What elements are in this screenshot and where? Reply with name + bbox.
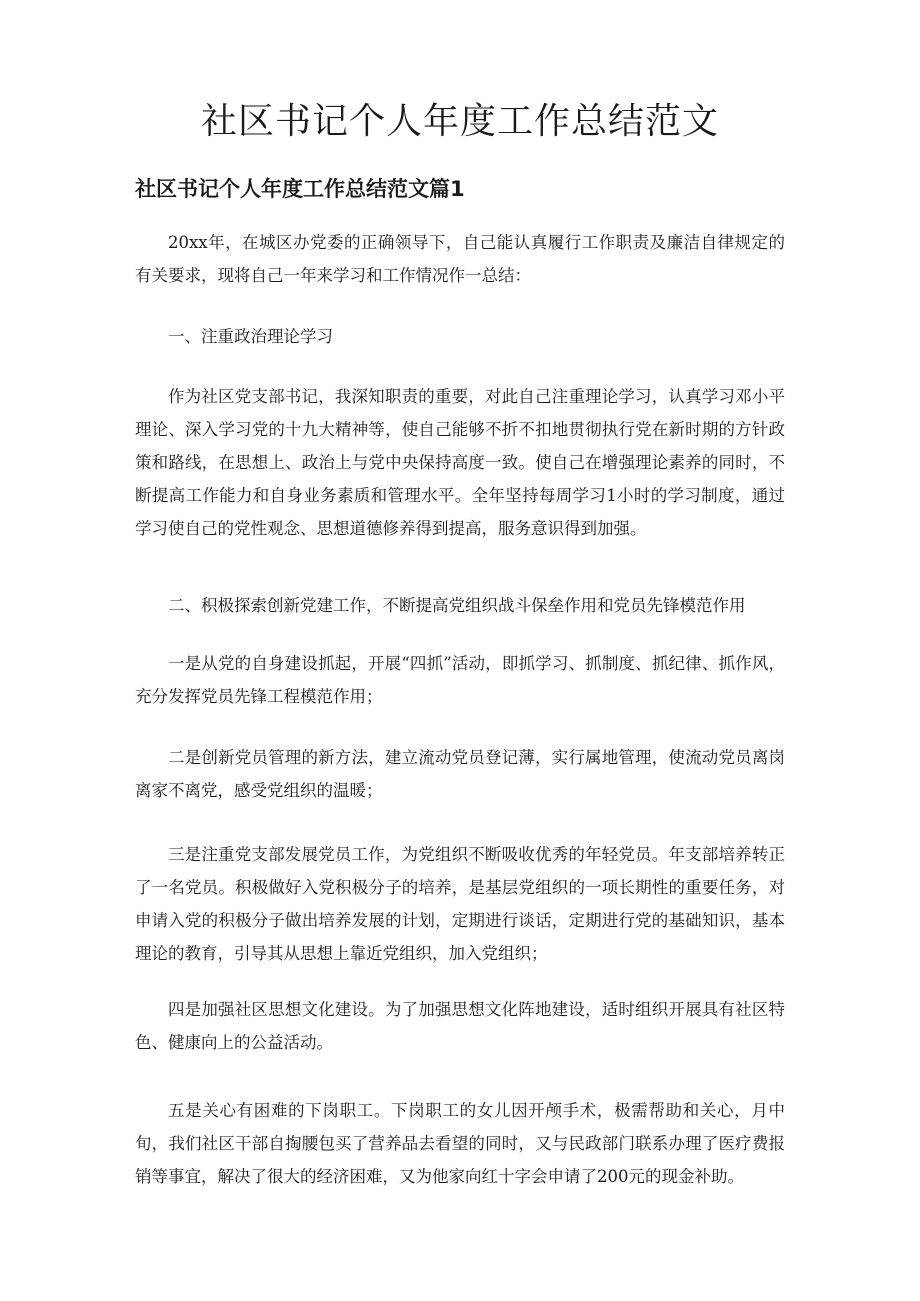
paragraph-item-2: 二是创新党员管理的新方法，建立流动党员登记薄，实行属地管理，使流动党员离岗离家不离党，感受党组织的温暖； <box>135 748 785 800</box>
document-title: 社区书记个人年度工作总结范文 <box>200 101 719 142</box>
paragraph-item-5: 五是关心有困难的下岗职工。下岗职工的女儿因开颅手术，极需帮助和关心，月中旬，我们社区干部自掏腰包买了营养品去看望的同时，又与民政部门联系办理了医疗费报销等事宜，解决了很大的经济困难，又为他家向红十字会申请了200元的现金补助。 <box>135 1101 785 1186</box>
paragraph-heading-2: 二、积极探索创新党建工作，不断提高党组织战斗保垒作用和党员先锋模范作用 <box>168 596 746 615</box>
paragraph-item-1: 一是从党的自身建设抓起，开展“四抓”活动，即抓学习、抓制度、抓纪律、抓作风，充分发挥党员先锋工程模范作用； <box>135 654 785 706</box>
paragraph-intro: 20xx年，在城区办党委的正确领导下，自己能认真履行工作职责及廉洁自律规定的有关要求，现将自己一年来学习和工作情况作一总结： <box>135 233 785 285</box>
paragraph-item-4: 四是加强社区思想文化建设。为了加强思想文化阵地建设，适时组织开展具有社区特色、健康向上的公益活动。 <box>135 1000 785 1052</box>
paragraph-item-3: 三是注重党支部发展党员工作，为党组织不断吸收优秀的年轻党员。年支部培养转正了一名党员。积极做好入党积极分子的培养，是基层党组织的一项长期性的重要任务，对申请入党的积极分子做出培养发展的计划，定期进行谈话，定期进行党的基础知识，基本理论的教育，引导其从思想上靠近党组织，加入党组织； <box>135 845 785 963</box>
paragraph-theory-study: 作为社区党支部书记，我深知职责的重要，对此自己注重理论学习，认真学习邓小平理论、深入学习党的十九大精神等，使自己能够不折不扣地贯彻执行党在新时期的方针政策和路线，在思想上、政治上与党中央保持高度一致。使自己在增强理论素养的同时，不断提高工作能力和自身业务素质和管理水平。全年坚持每周学习1小时的学习制度，通过学习使自己的党性观念、思想道德修养得到提高，服务意识得到加强。 <box>135 387 785 538</box>
section-heading: 社区书记个人年度工作总结范文篇1 <box>135 177 465 201</box>
paragraph-heading-1: 一、注重政治理论学习 <box>168 327 333 346</box>
